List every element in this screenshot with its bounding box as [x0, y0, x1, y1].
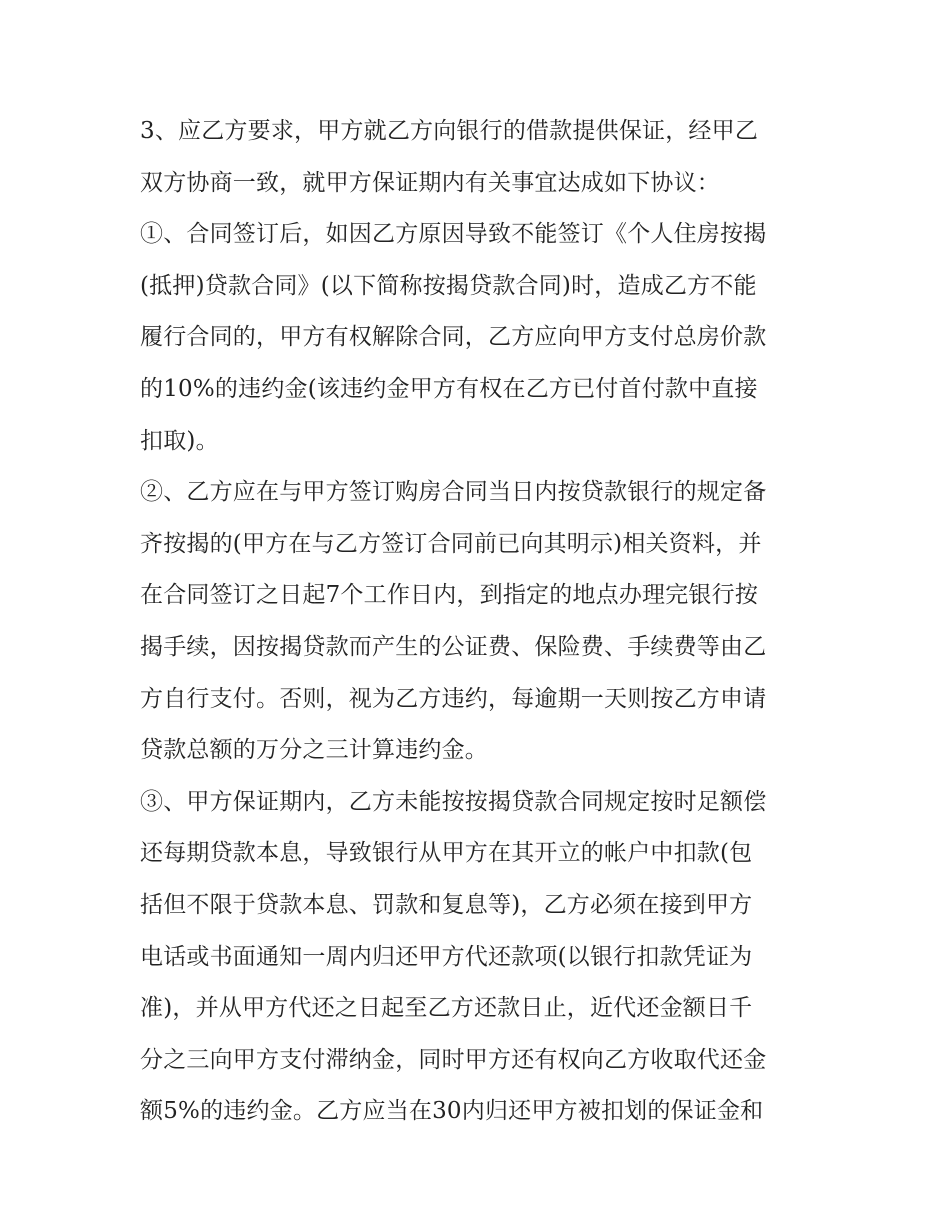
text-line: 电话或书面通知一周内归还甲方代还款项(以银行扣款凭证为 [140, 943, 753, 970]
text-line: ②、乙方应在与甲方签订购房合同当日内按贷款银行的规定备 [140, 479, 767, 506]
text-line: ①、合同签订后，如因乙方原因导致不能签订《个人住房按揭 [140, 221, 767, 248]
text-line: 双方协商一致，就甲方保证期内有关事宜达成如下协议： [140, 169, 720, 196]
text-line: 扣取)。 [140, 427, 219, 454]
text-line: 履行合同的，甲方有权解除合同，乙方应向甲方支付总房价款 [140, 324, 767, 351]
text-line: 括但不限于贷款本息、罚款和复息等)，乙方必须在接到甲方 [140, 891, 753, 918]
text-line: 贷款总额的万分之三计算违约金。 [140, 737, 488, 764]
text-line: 齐按揭的(甲方在与乙方签订合同前已向其明示)相关资料，并 [140, 530, 762, 557]
text-line: ③、甲方保证期内，乙方未能按按揭贷款合同规定按时足额偿 [140, 788, 767, 815]
text-line: 的10%的违约金(该违约金甲方有权在乙方已付首付款中直接 [140, 375, 758, 402]
document-body [140, 109, 820, 1141]
text-line: 额5%的违约金。乙方应当在30内归还甲方被扣划的保证金和 [140, 1098, 764, 1125]
text-line: 还每期贷款本息，导致银行从甲方在其开立的帐户中扣款(包 [140, 840, 753, 867]
text-line: 准)，并从甲方代还之日起至乙方还款日止，近代还金额日千 [140, 995, 753, 1022]
text-line: (抵押)贷款合同》(以下简称按揭贷款合同)时，造成乙方不能 [140, 272, 757, 299]
text-line: 方自行支付。否则，视为乙方违约，每逾期一天则按乙方申请 [140, 685, 767, 712]
text-line: 3、应乙方要求，甲方就乙方向银行的借款提供保证，经甲乙 [140, 118, 759, 144]
text-line: 在合同签订之日起7个工作日内，到指定的地点办理完银行按 [140, 582, 759, 609]
text-line: 分之三向甲方支付滞纳金，同时甲方还有权向乙方收取代还金 [140, 1046, 767, 1073]
text-line: 揭手续，因按揭贷款而产生的公证费、保险费、手续费等由乙 [140, 633, 767, 660]
